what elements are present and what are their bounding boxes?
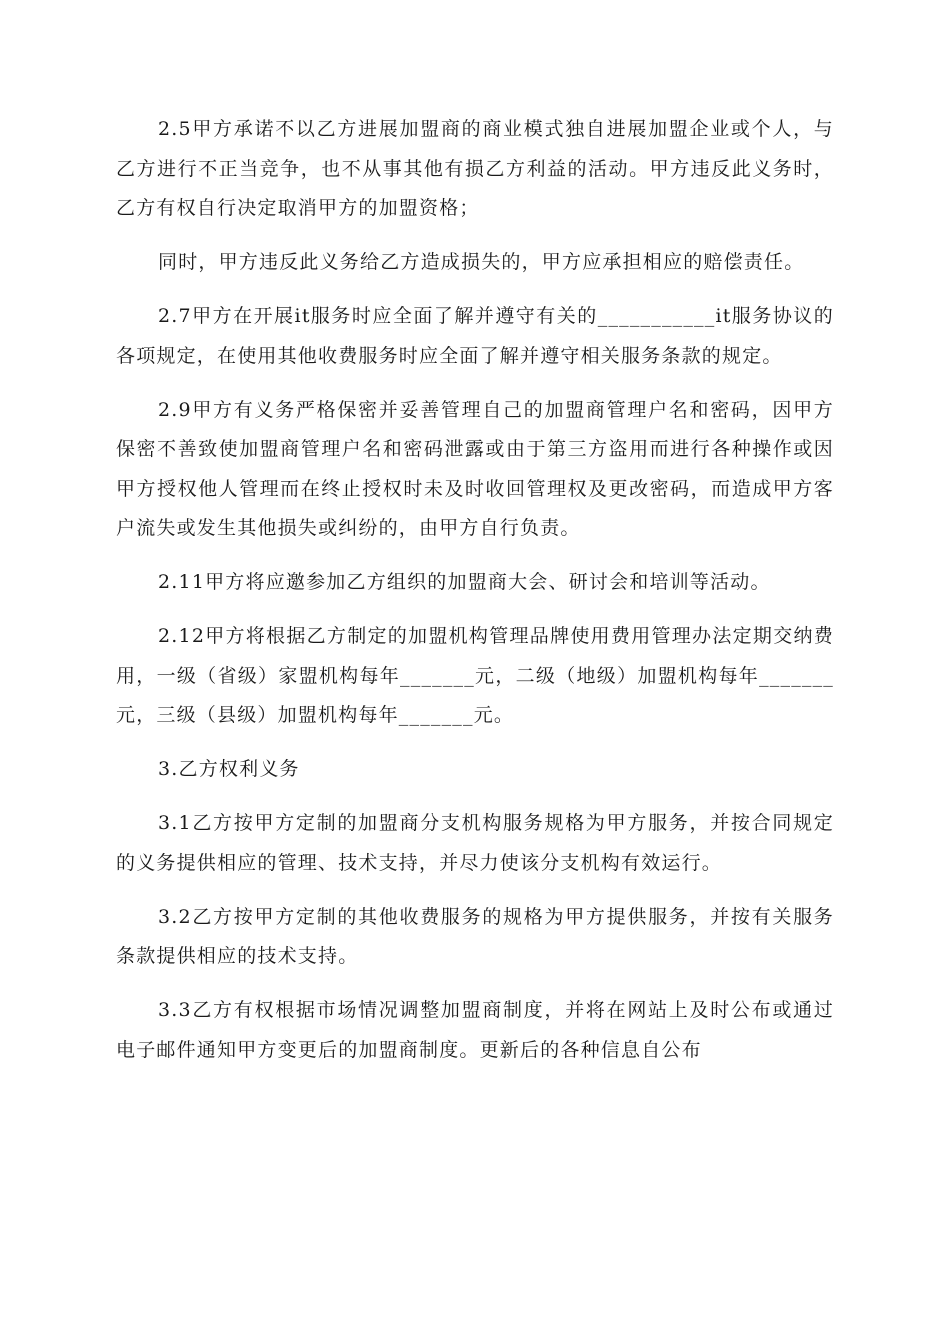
paragraph-2-5: 2.5甲方承诺不以乙方进展加盟商的商业模式独自进展加盟企业或个人，与乙方进行不正当竞争，也不从事其他有损乙方利益的活动。甲方违反此义务时，乙方有权自行决定取消甲方的加盟资格； (116, 118, 834, 219)
document-page (116, 110, 834, 1085)
paragraph-2-11: 2.11甲方将应邀参加乙方组织的加盟商大会、研讨会和培训等活动。 (158, 571, 771, 593)
paragraph-3-3: 3.3乙方有权根据市场情况调整加盟商制度，并将在网站上及时公布或通过电子邮件通知甲方变更后的加盟商制度。更新后的各种信息自公布 (116, 999, 834, 1061)
paragraph-2-7: 2.7甲方在开展it服务时应全面了解并遵守有关的___________it服务协议的各项规定，在使用其他收费服务时应全面了解并遵守相关服务条款的规定。 (116, 305, 834, 367)
section-heading-3: 3.乙方权利义务 (158, 758, 300, 780)
paragraph-2-12: 2.12甲方将根据乙方制定的加盟机构管理品牌使用费用管理办法定期交纳费用，一级（省级）家盟机构每年_______元，二级（地级）加盟机构每年_______元，三级（县级）加盟机构每年_______元。 (116, 625, 834, 726)
paragraph-3-1: 3.1乙方按甲方定制的加盟商分支机构服务规格为甲方服务，并按合同规定的义务提供相应的管理、技术支持，并尽力使该分支机构有效运行。 (116, 812, 834, 874)
paragraph-2-9: 2.9甲方有义务严格保密并妥善管理自己的加盟商管理户名和密码，因甲方保密不善致使加盟商管理户名和密码泄露或由于第三方盗用而进行各种操作或因甲方授权他人管理而在终止授权时未及时收回管理权及更改密码，而造成甲方客户流失或发生其他损失或纠纷的，由甲方自行负责。 (116, 398, 834, 539)
paragraph-3-2: 3.2乙方按甲方定制的其他收费服务的规格为甲方提供服务，并按有关服务条款提供相应的技术支持。 (116, 905, 834, 967)
paragraph-2-5-continued: 同时，甲方违反此义务给乙方造成损失的，甲方应承担相应的赔偿责任。 (158, 251, 805, 273)
